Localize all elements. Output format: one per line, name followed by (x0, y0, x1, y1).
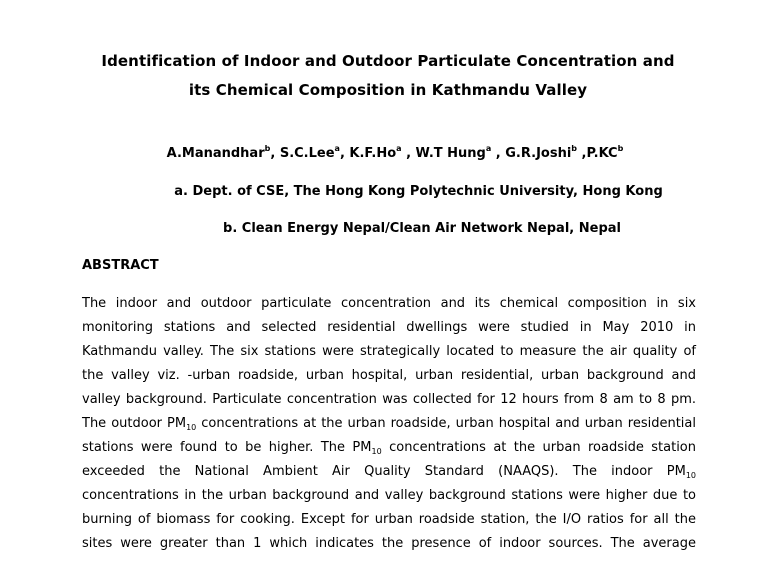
abstract-line: the valley viz. -urban roadside, urban hospital, urban residential, urban background and (82, 368, 696, 383)
affiliation-a-text: a. Dept. of CSE, The Hong Kong Polytechnic University, Hong Kong (174, 184, 663, 199)
author-name: G.R.Joshi (505, 146, 572, 161)
pm-subscript: 10 (685, 471, 696, 480)
abstract-line: Kathmandu valley. The six stations were strategically located to measure the air quality of (82, 344, 696, 359)
author-name: P.KC (586, 146, 618, 161)
abstract-text-fragment: stations were found to be higher. The PM (82, 440, 372, 455)
paper-title-line-2: its Chemical Composition in Kathmandu Valley (188, 81, 588, 99)
paper-title-line-1: Identification of Indoor and Outdoor Particulate Concentration and (101, 52, 675, 70)
affiliation-b-text: b. Clean Energy Nepal/Clean Air Network Nepal, Nepal (223, 221, 621, 236)
abstract-text-fragment: exceeded the National Ambient Air Quality Standard (NAAQS). The indoor PM (82, 464, 686, 479)
abstract-line: burning of biomass for cooking. Except for urban roadside station, the I/O ratios for all the (82, 512, 696, 527)
author-separator: , (401, 146, 416, 161)
abstract-line (82, 460, 696, 484)
author-separator: , (491, 146, 506, 161)
author-affiliation-mark: b (571, 144, 578, 153)
paper-title (70, 47, 706, 105)
author-affiliation-mark: a (485, 144, 492, 153)
abstract-heading: ABSTRACT (82, 258, 159, 273)
abstract-line: sites were greater than 1 which indicates the presence of indoor sources. The average (82, 536, 696, 551)
abstract-line: concentrations in the urban background and valley background stations were higher due to (82, 488, 696, 503)
abstract-line (82, 412, 696, 436)
abstract-body (82, 292, 696, 556)
abstract-line: valley background. Particulate concentration was collected for 12 hours from 8 am to 8 pm. (82, 392, 696, 407)
abstract-text-fragment: The outdoor PM (82, 416, 187, 431)
pm-subscript: 10 (186, 423, 197, 432)
author-name: W.T Hung (415, 146, 486, 161)
affiliation-b (0, 219, 784, 239)
pm-subscript: 10 (371, 447, 382, 456)
abstract-line: The indoor and outdoor particulate concentration and its chemical composition in six (82, 296, 696, 311)
author-affiliation-mark: a (334, 144, 340, 153)
affiliation-a (0, 182, 784, 202)
author-affiliation-mark: a (396, 144, 402, 153)
abstract-text-fragment: concentrations at the urban roadside station (381, 440, 696, 455)
author-name: K.F.Ho (349, 146, 397, 161)
author-separator: , (270, 146, 280, 161)
author-name: A.Manandhar (166, 146, 265, 161)
author-list (0, 144, 784, 164)
author-separator: , (577, 146, 587, 161)
abstract-line (82, 436, 696, 460)
author-affiliation-mark: b (264, 144, 271, 153)
author-list-inner (167, 144, 624, 164)
abstract-text-fragment: concentrations at the urban roadside, urban hospital and urban residential (196, 416, 696, 431)
abstract-line: monitoring stations and selected residential dwellings were studied in May 2010 in (82, 320, 696, 335)
author-affiliation-mark: b (617, 144, 624, 153)
author-name: S.C.Lee (279, 146, 335, 161)
author-separator: , (339, 146, 350, 161)
